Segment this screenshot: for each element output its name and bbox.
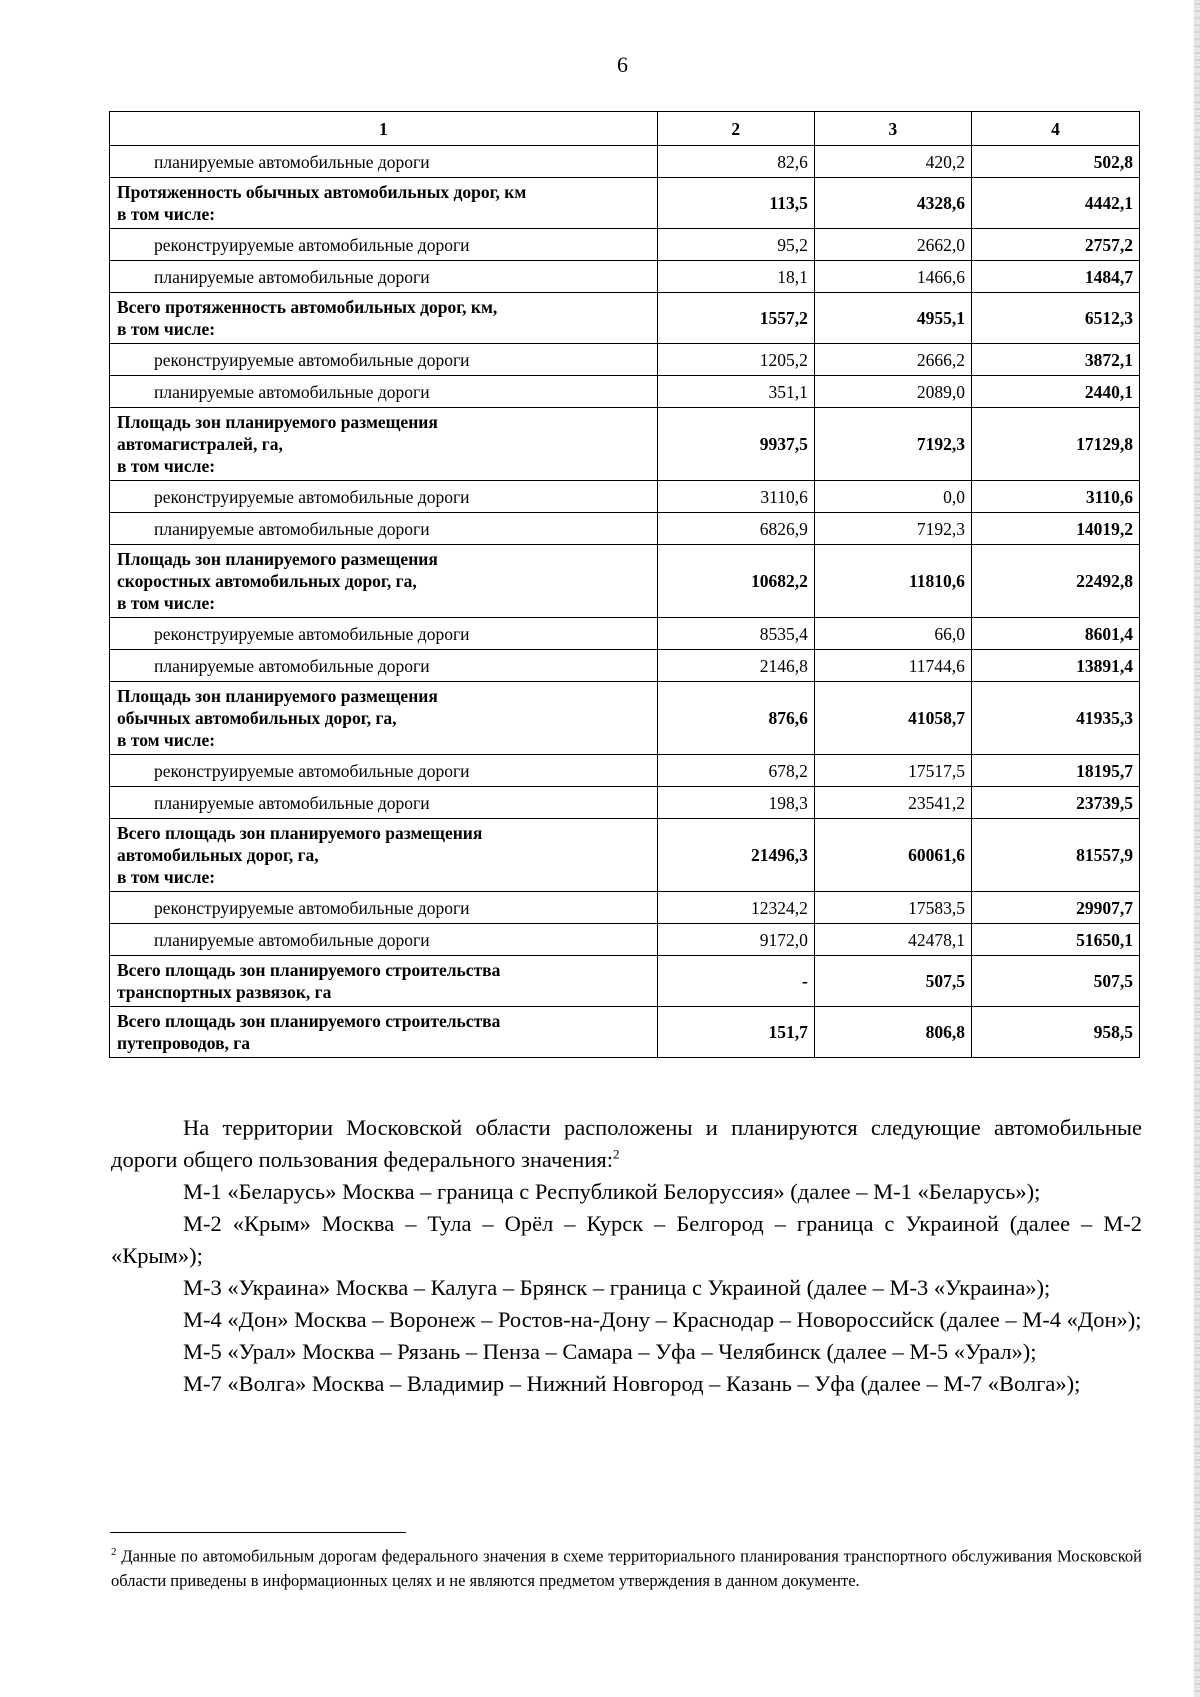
- table-row: [110, 481, 1140, 513]
- table-body: [110, 146, 1140, 1058]
- cell-value: 1466,6: [814, 261, 971, 293]
- cell-value: 198,3: [657, 787, 814, 819]
- table-row: [110, 924, 1140, 956]
- page-number: 6: [617, 52, 628, 77]
- cell-value: 41935,3: [971, 682, 1139, 755]
- cell-value: 3110,6: [971, 481, 1139, 513]
- table-row: [110, 682, 1140, 755]
- row-label: реконструируемые автомобильные дороги: [110, 618, 658, 650]
- cell-value: 4442,1: [971, 178, 1139, 229]
- row-label: Всего площадь зон планируемого строительства путепроводов, га: [110, 1007, 658, 1058]
- table-row: [110, 513, 1140, 545]
- road-item: М-4 «Дон» Москва – Воронеж – Ростов-на-Дону – Краснодар – Новороссийск (далее – М-4 «Дон»);: [183, 1307, 1142, 1332]
- table-row: [110, 956, 1140, 1007]
- cell-value: 23739,5: [971, 787, 1139, 819]
- footnote: [111, 1540, 1142, 1593]
- row-label: Площадь зон планируемого размещения скоростных автомобильных дорог, га, в том числе:: [110, 545, 658, 618]
- cell-value: 678,2: [657, 755, 814, 787]
- row-label: Протяженность обычных автомобильных дорог, км в том числе:: [110, 178, 658, 229]
- cell-value: 8535,4: [657, 618, 814, 650]
- cell-value: 4955,1: [814, 293, 971, 344]
- cell-value: 806,8: [814, 1007, 971, 1058]
- cell-value: 3872,1: [971, 344, 1139, 376]
- cell-value: 9937,5: [657, 408, 814, 481]
- column-header: 4: [971, 112, 1139, 146]
- cell-value: 1205,2: [657, 344, 814, 376]
- intro-paragraph: [111, 1112, 1142, 1176]
- row-label: Всего площадь зон планируемого размещения автомобильных дорог, га, в том числе:: [110, 819, 658, 892]
- column-header: 1: [110, 112, 658, 146]
- cell-value: 4328,6: [814, 178, 971, 229]
- table-row: [110, 229, 1140, 261]
- cell-value: -: [657, 956, 814, 1007]
- table-header-row: [110, 112, 1140, 146]
- table-row: [110, 618, 1140, 650]
- scan-edge: [1194, 0, 1200, 1697]
- cell-value: 2662,0: [814, 229, 971, 261]
- table-row: [110, 408, 1140, 481]
- row-label: планируемые автомобильные дороги: [110, 513, 658, 545]
- cell-value: 1484,7: [971, 261, 1139, 293]
- table-row: [110, 146, 1140, 178]
- table-row: [110, 545, 1140, 618]
- cell-value: 22492,8: [971, 545, 1139, 618]
- row-label: Всего протяженность автомобильных дорог, км, в том числе:: [110, 293, 658, 344]
- table-row: [110, 819, 1140, 892]
- road-item: М-1 «Беларусь» Москва – граница с Республикой Белоруссия» (далее – М-1 «Беларусь»);: [183, 1179, 1041, 1204]
- footnote-text: Данные по автомобильным дорогам федерального значения в схеме территориального планирования транспортного обслуживания Московской области приведены в информационных целях и не являются предметом утверждения в данном документе.: [111, 1546, 1142, 1590]
- row-label: Всего площадь зон планируемого строительства транспортных развязок, га: [110, 956, 658, 1007]
- row-label: планируемые автомобильные дороги: [110, 146, 658, 178]
- column-header: 2: [657, 112, 814, 146]
- row-label: планируемые автомобильные дороги: [110, 787, 658, 819]
- footnote-divider: [110, 1532, 406, 1533]
- row-label: реконструируемые автомобильные дороги: [110, 229, 658, 261]
- cell-value: 2666,2: [814, 344, 971, 376]
- cell-value: 420,2: [814, 146, 971, 178]
- cell-value: 60061,6: [814, 819, 971, 892]
- row-label: планируемые автомобильные дороги: [110, 261, 658, 293]
- cell-value: 66,0: [814, 618, 971, 650]
- row-label: реконструируемые автомобильные дороги: [110, 481, 658, 513]
- table-row: [110, 344, 1140, 376]
- row-label: планируемые автомобильные дороги: [110, 924, 658, 956]
- row-label: Площадь зон планируемого размещения обычных автомобильных дорог, га, в том числе:: [110, 682, 658, 755]
- table-row: [110, 755, 1140, 787]
- road-item: М-2 «Крым» Москва – Тула – Орёл – Курск – Белгород – граница с Украиной (далее – М-2 «Крым»);: [111, 1211, 1142, 1268]
- cell-value: 958,5: [971, 1007, 1139, 1058]
- cell-value: 1557,2: [657, 293, 814, 344]
- row-label: реконструируемые автомобильные дороги: [110, 755, 658, 787]
- cell-value: 507,5: [814, 956, 971, 1007]
- cell-value: 11810,6: [814, 545, 971, 618]
- table-row: [110, 261, 1140, 293]
- cell-value: 29907,7: [971, 892, 1139, 924]
- row-label: реконструируемые автомобильные дороги: [110, 344, 658, 376]
- cell-value: 7192,3: [814, 513, 971, 545]
- row-label: планируемые автомобильные дороги: [110, 650, 658, 682]
- cell-value: 41058,7: [814, 682, 971, 755]
- cell-value: 9172,0: [657, 924, 814, 956]
- cell-value: 2146,8: [657, 650, 814, 682]
- intro-text: На территории Московской области расположены и планируются следующие автомобильные дороги общего пользования федерального значения:: [111, 1115, 1142, 1172]
- footnote-marker: 2: [111, 1546, 117, 1558]
- table-row: [110, 892, 1140, 924]
- cell-value: 6826,9: [657, 513, 814, 545]
- cell-value: 17129,8: [971, 408, 1139, 481]
- cell-value: 12324,2: [657, 892, 814, 924]
- cell-value: 151,7: [657, 1007, 814, 1058]
- cell-value: 18195,7: [971, 755, 1139, 787]
- road-item: М-5 «Урал» Москва – Рязань – Пенза – Самара – Уфа – Челябинск (далее – М-5 «Урал»);: [183, 1339, 1037, 1364]
- table-row: [110, 178, 1140, 229]
- cell-value: 95,2: [657, 229, 814, 261]
- cell-value: 502,8: [971, 146, 1139, 178]
- cell-value: 6512,3: [971, 293, 1139, 344]
- cell-value: 0,0: [814, 481, 971, 513]
- cell-value: 81557,9: [971, 819, 1139, 892]
- cell-value: 7192,3: [814, 408, 971, 481]
- cell-value: 14019,2: [971, 513, 1139, 545]
- cell-value: 8601,4: [971, 618, 1139, 650]
- cell-value: 42478,1: [814, 924, 971, 956]
- body-text: [111, 1112, 1142, 1400]
- footnote-ref: 2: [612, 1146, 620, 1162]
- cell-value: 2440,1: [971, 376, 1139, 408]
- cell-value: 10682,2: [657, 545, 814, 618]
- cell-value: 18,1: [657, 261, 814, 293]
- table-row: [110, 787, 1140, 819]
- cell-value: 17583,5: [814, 892, 971, 924]
- column-header: 3: [814, 112, 971, 146]
- data-table: [109, 111, 1140, 1058]
- cell-value: 21496,3: [657, 819, 814, 892]
- cell-value: 17517,5: [814, 755, 971, 787]
- cell-value: 507,5: [971, 956, 1139, 1007]
- table-row: [110, 376, 1140, 408]
- cell-value: 51650,1: [971, 924, 1139, 956]
- table-row: [110, 1007, 1140, 1058]
- row-label: Площадь зон планируемого размещения автомагистралей, га, в том числе:: [110, 408, 658, 481]
- cell-value: 2757,2: [971, 229, 1139, 261]
- road-item: М-7 «Волга» Москва – Владимир – Нижний Новгород – Казань – Уфа (далее – М-7 «Волга»);: [183, 1371, 1081, 1396]
- cell-value: 11744,6: [814, 650, 971, 682]
- cell-value: 13891,4: [971, 650, 1139, 682]
- cell-value: 113,5: [657, 178, 814, 229]
- row-label: реконструируемые автомобильные дороги: [110, 892, 658, 924]
- cell-value: 876,6: [657, 682, 814, 755]
- cell-value: 23541,2: [814, 787, 971, 819]
- cell-value: 351,1: [657, 376, 814, 408]
- road-item: М-3 «Украина» Москва – Калуга – Брянск – граница с Украиной (далее – М-3 «Украина»);: [183, 1275, 1051, 1300]
- cell-value: 2089,0: [814, 376, 971, 408]
- table-row: [110, 650, 1140, 682]
- cell-value: 82,6: [657, 146, 814, 178]
- table-row: [110, 293, 1140, 344]
- row-label: планируемые автомобильные дороги: [110, 376, 658, 408]
- cell-value: 3110,6: [657, 481, 814, 513]
